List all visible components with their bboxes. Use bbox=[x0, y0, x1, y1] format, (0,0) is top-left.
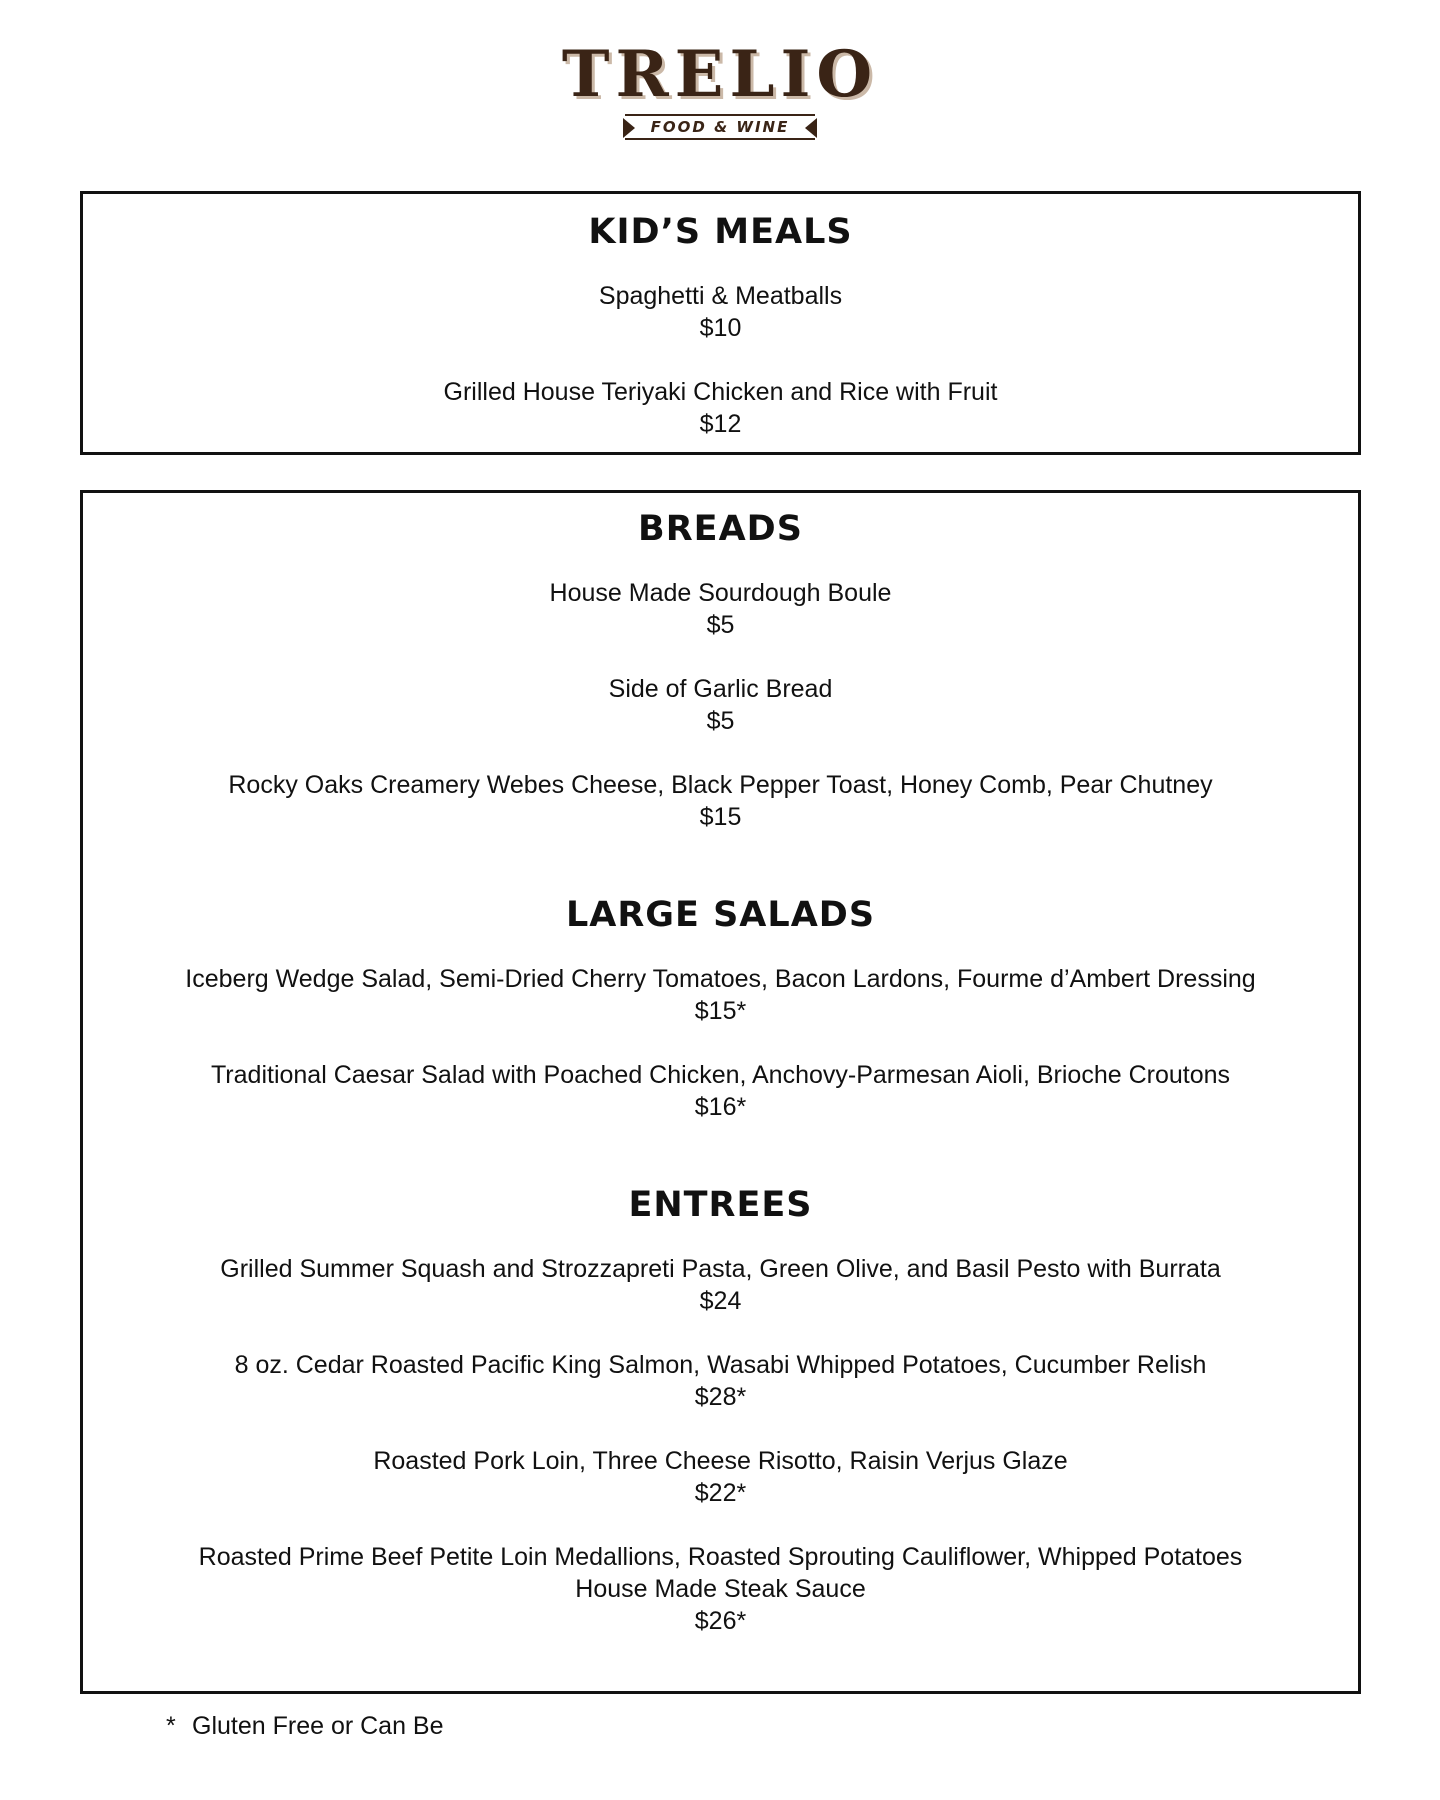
menu-item bbox=[83, 1253, 1358, 1317]
menu-item bbox=[83, 769, 1358, 833]
kids-meals-box bbox=[80, 191, 1361, 455]
menu-item bbox=[83, 280, 1358, 344]
restaurant-logo bbox=[0, 37, 1440, 140]
item-name: Roasted Prime Beef Petite Loin Medallions, Roasted Sprouting Cauliflower, Whipped Potatoes bbox=[198, 1543, 1243, 1571]
item-name: Spaghetti & Meatballs bbox=[598, 282, 843, 310]
item-name: Roasted Pork Loin, Three Cheese Risotto, Raisin Verjus Glaze bbox=[373, 1447, 1068, 1475]
menu-item bbox=[83, 1059, 1358, 1123]
menu-item bbox=[83, 376, 1358, 440]
item-price: $5 bbox=[706, 611, 735, 639]
logo-tagline-ribbon: FOOD & WINE bbox=[625, 114, 816, 140]
item-price: $10 bbox=[699, 314, 742, 342]
item-name: Rocky Oaks Creamery Webes Cheese, Black Pepper Toast, Honey Comb, Pear Chutney bbox=[228, 771, 1213, 799]
footnote-symbol: * bbox=[166, 1712, 176, 1740]
item-price: $15* bbox=[694, 997, 747, 1025]
item-price: $24 bbox=[699, 1287, 742, 1315]
section-title-salads: LARGE SALADS bbox=[565, 895, 876, 935]
menu-item bbox=[83, 1349, 1358, 1413]
menu-item bbox=[83, 963, 1358, 1027]
section-title-kids: KID’S MEALS bbox=[588, 212, 853, 252]
section-title-entrees: ENTREES bbox=[628, 1185, 813, 1225]
item-price: $28* bbox=[694, 1383, 747, 1411]
main-menu-box bbox=[80, 490, 1361, 1694]
item-price: $16* bbox=[694, 1093, 747, 1121]
item-name: 8 oz. Cedar Roasted Pacific King Salmon, Wasabi Whipped Potatoes, Cucumber Relish bbox=[234, 1351, 1207, 1379]
section-title-breads: BREADS bbox=[638, 509, 803, 549]
item-price: $5 bbox=[706, 707, 735, 735]
item-name-line2: House Made Steak Sauce bbox=[575, 1575, 866, 1603]
item-name: House Made Sourdough Boule bbox=[549, 579, 892, 607]
menu-item bbox=[83, 1541, 1358, 1637]
item-name: Traditional Caesar Salad with Poached Chicken, Anchovy-Parmesan Aioli, Brioche Croutons bbox=[210, 1061, 1231, 1089]
footnote-text: Gluten Free or Can Be bbox=[192, 1712, 444, 1740]
menu-item bbox=[83, 1445, 1358, 1509]
item-price: $12 bbox=[699, 410, 742, 438]
logo-wordmark: TRELIO bbox=[561, 37, 879, 112]
item-price: $22* bbox=[694, 1479, 747, 1507]
item-name: Grilled House Teriyaki Chicken and Rice with Fruit bbox=[443, 378, 998, 406]
menu-item bbox=[83, 577, 1358, 641]
item-name: Grilled Summer Squash and Strozzapreti Pasta, Green Olive, and Basil Pesto with Burrata bbox=[220, 1255, 1221, 1283]
item-price: $15 bbox=[699, 803, 742, 831]
item-price: $26* bbox=[694, 1607, 747, 1635]
menu-item bbox=[83, 673, 1358, 737]
gluten-free-footnote bbox=[166, 1712, 444, 1741]
item-name: Iceberg Wedge Salad, Semi-Dried Cherry Tomatoes, Bacon Lardons, Fourme d’Ambert Dressing bbox=[185, 965, 1256, 993]
item-name: Side of Garlic Bread bbox=[608, 675, 833, 703]
